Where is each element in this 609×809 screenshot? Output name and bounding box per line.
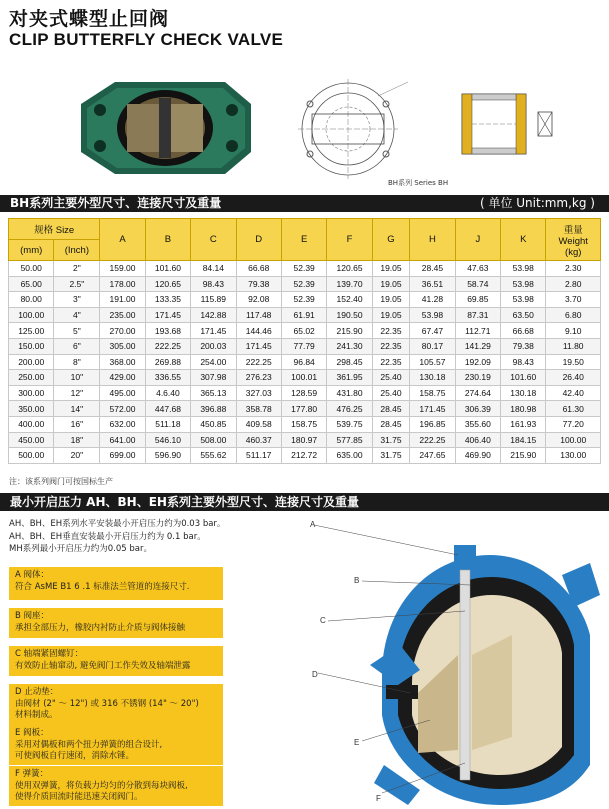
table-cell: 125.00 [9, 323, 54, 339]
table-cell: 115.89 [191, 292, 236, 308]
table-row [9, 401, 601, 417]
table-cell: 539.75 [327, 416, 372, 432]
table-cell: 9.10 [546, 323, 601, 339]
table-cell: 139.70 [327, 276, 372, 292]
table-cell: 79.38 [236, 276, 281, 292]
table-cell: 469.90 [455, 448, 500, 464]
table-cell: 12" [54, 385, 100, 401]
table-cell: 77.79 [281, 338, 326, 354]
table-cell: 31.75 [372, 432, 409, 448]
table-cell: 142.88 [191, 307, 236, 323]
table-cell: 222.25 [236, 354, 281, 370]
page-title-cn: 对夹式蝶型止回阀 [9, 8, 170, 30]
table-cell: 2.30 [546, 261, 601, 277]
table-cell: 450.00 [9, 432, 54, 448]
table-cell: 572.00 [100, 401, 145, 417]
table-cell: 67.47 [410, 323, 455, 339]
table-cell: 358.78 [236, 401, 281, 417]
part-box-f [9, 766, 223, 806]
table-cell: 19.05 [372, 307, 409, 323]
table-cell: 200.00 [9, 354, 54, 370]
callout-b: B [354, 576, 360, 585]
dimension-table [8, 218, 601, 464]
valve-photo [75, 74, 255, 182]
table-cell: 100.00 [546, 432, 601, 448]
inch-header: (Inch) [54, 240, 100, 261]
table-cell: 305.00 [100, 338, 145, 354]
part-title: E 阀板： [15, 728, 49, 738]
table-cell: 66.68 [236, 261, 281, 277]
table-cell: 42.40 [546, 385, 601, 401]
table-cell: 429.00 [100, 370, 145, 386]
callout-e: E [354, 738, 360, 747]
table-cell: 495.00 [100, 385, 145, 401]
table-row [9, 448, 601, 464]
cutaway-diagram [290, 515, 609, 809]
table-cell: 450.85 [191, 416, 236, 432]
table-cell: 84.14 [191, 261, 236, 277]
table-cell: 6.80 [546, 307, 601, 323]
table-cell: 19.50 [546, 354, 601, 370]
table-cell: 130.00 [546, 448, 601, 464]
table-cell: 5" [54, 323, 100, 339]
table-cell: 14" [54, 401, 100, 417]
table-cell: 50.00 [9, 261, 54, 277]
table-cell: 361.95 [327, 370, 372, 386]
weight-label-en: Weight [558, 235, 588, 247]
table-cell: 270.00 [100, 323, 145, 339]
table-cell: 177.80 [281, 401, 326, 417]
table-cell: 52.39 [281, 276, 326, 292]
table-cell: 350.00 [9, 401, 54, 417]
table-cell: 66.68 [501, 323, 546, 339]
table-cell: 130.18 [410, 370, 455, 386]
table-row [9, 370, 601, 386]
pressure-line: AH、BH、EH垂直安装最小开启压力约为 0.1 bar。 [9, 531, 206, 542]
table-cell: 80.00 [9, 292, 54, 308]
table-cell: 158.75 [281, 416, 326, 432]
table-cell: 2.80 [546, 276, 601, 292]
table-cell: 3.70 [546, 292, 601, 308]
table-cell: 10" [54, 370, 100, 386]
part-desc: 材料制成。 [15, 710, 58, 721]
section-title: BH系列主要外型尺寸、连接尺寸及重量 [10, 196, 222, 210]
table-cell: 53.98 [501, 261, 546, 277]
callout-f: F [376, 794, 381, 803]
table-cell: 141.29 [455, 338, 500, 354]
table-cell: 190.50 [327, 307, 372, 323]
col-header: D [236, 219, 281, 261]
col-header: E [281, 219, 326, 261]
table-cell: 53.98 [410, 307, 455, 323]
table-cell: 53.98 [501, 292, 546, 308]
table-cell: 196.85 [410, 416, 455, 432]
table-cell: 406.40 [455, 432, 500, 448]
table-cell: 215.90 [501, 448, 546, 464]
section-bar-pressure [0, 493, 609, 511]
table-row [9, 276, 601, 292]
table-cell: 222.25 [410, 432, 455, 448]
table-cell: 150.00 [9, 338, 54, 354]
table-cell: 80.17 [410, 338, 455, 354]
table-cell: 128.59 [281, 385, 326, 401]
part-box-e [9, 725, 223, 765]
table-cell: 409.58 [236, 416, 281, 432]
mm-header: (mm) [9, 240, 54, 261]
table-cell: 184.15 [501, 432, 546, 448]
table-cell: 180.97 [281, 432, 326, 448]
table-cell: 63.50 [501, 307, 546, 323]
table-cell: 180.98 [501, 401, 546, 417]
table-cell: 25.40 [372, 370, 409, 386]
table-cell: 98.43 [191, 276, 236, 292]
table-cell: 546.10 [145, 432, 190, 448]
table-cell: 555.62 [191, 448, 236, 464]
part-title: B 阀座： [15, 611, 50, 621]
table-cell: 16" [54, 416, 100, 432]
table-cell: 120.65 [327, 261, 372, 277]
section-bar-dimensions [0, 195, 609, 212]
table-cell: 476.25 [327, 401, 372, 417]
table-cell: 460.37 [236, 432, 281, 448]
table-cell: 4.6.40 [145, 385, 190, 401]
part-title: F 弹簧： [15, 769, 49, 779]
table-cell: 117.48 [236, 307, 281, 323]
col-header: K [501, 219, 546, 261]
table-row [9, 432, 601, 448]
table-row [9, 261, 601, 277]
table-row [9, 385, 601, 401]
table-cell: 511.17 [236, 448, 281, 464]
table-note: 注：该系列阀门可按国标生产 [9, 477, 113, 486]
table-cell: 250.00 [9, 370, 54, 386]
table-cell: 100.00 [9, 307, 54, 323]
table-cell: 96.84 [281, 354, 326, 370]
table-cell: 431.80 [327, 385, 372, 401]
table-cell: 212.72 [281, 448, 326, 464]
table-cell: 2.5" [54, 276, 100, 292]
table-cell: 36.51 [410, 276, 455, 292]
table-cell: 171.45 [145, 307, 190, 323]
table-cell: 200.03 [191, 338, 236, 354]
table-cell: 19.05 [372, 276, 409, 292]
table-cell: 2" [54, 261, 100, 277]
table-cell: 52.39 [281, 292, 326, 308]
table-cell: 53.98 [501, 276, 546, 292]
table-row [9, 416, 601, 432]
table-cell: 365.13 [191, 385, 236, 401]
table-cell: 100.01 [281, 370, 326, 386]
weight-unit: (kg) [565, 246, 582, 258]
table-cell: 193.68 [145, 323, 190, 339]
col-header: G [372, 219, 409, 261]
table-cell: 500.00 [9, 448, 54, 464]
table-row [9, 354, 601, 370]
part-desc: 可使阀板自行速闭，消除水锤。 [15, 751, 135, 762]
table-cell: 254.00 [191, 354, 236, 370]
part-desc: 符合 AsME B1 6 .1 标准法兰管道的连接尺寸. [15, 581, 190, 592]
col-header: J [455, 219, 500, 261]
table-cell: 400.00 [9, 416, 54, 432]
table-cell: 18" [54, 432, 100, 448]
table-row [9, 323, 601, 339]
table-cell: 19.05 [372, 292, 409, 308]
size-header: 规格 Size [9, 219, 100, 240]
table-cell: 41.28 [410, 292, 455, 308]
part-desc: 有效防止轴窜动, 避免阀门工作失效及轴端泄露 [15, 660, 191, 671]
table-cell: 92.08 [236, 292, 281, 308]
callout-d: D [312, 670, 318, 679]
table-cell: 336.55 [145, 370, 190, 386]
table-cell: 65.00 [9, 276, 54, 292]
part-desc: 使用双弹簧，将负载力均匀的分散到每块阀板, [15, 780, 188, 791]
table-cell: 47.63 [455, 261, 500, 277]
col-header: C [191, 219, 236, 261]
table-cell: 596.90 [145, 448, 190, 464]
table-cell: 241.30 [327, 338, 372, 354]
table-cell: 368.00 [100, 354, 145, 370]
table-cell: 98.43 [501, 354, 546, 370]
table-cell: 300.00 [9, 385, 54, 401]
table-cell: 230.19 [455, 370, 500, 386]
table-cell: 508.00 [191, 432, 236, 448]
weight-label: 重量 [563, 224, 583, 236]
table-cell: 144.46 [236, 323, 281, 339]
table-cell: 105.57 [410, 354, 455, 370]
table-cell: 298.45 [327, 354, 372, 370]
part-title: D 止动垫： [15, 687, 59, 697]
table-cell: 276.23 [236, 370, 281, 386]
table-cell: 327.03 [236, 385, 281, 401]
part-title: C 轴端紧固螺钉： [15, 649, 84, 659]
table-cell: 699.00 [100, 448, 145, 464]
section-title: 最小开启压力 AH、BH、EH系列主要外型尺寸、连接尺寸及重量 [10, 495, 359, 509]
table-cell: 133.35 [145, 292, 190, 308]
series-note: BH系列 Series BH [388, 179, 449, 187]
table-cell: 396.88 [191, 401, 236, 417]
part-desc: 承担全部压力，橡胶内衬防止介质与阀体接触 [15, 622, 186, 633]
table-cell: 26.40 [546, 370, 601, 386]
col-header: B [145, 219, 190, 261]
table-cell: 158.75 [410, 385, 455, 401]
table-cell: 171.45 [191, 323, 236, 339]
part-desc: 采用对偶板和两个扭力弹簧的组合设计, [15, 739, 163, 750]
table-cell: 635.00 [327, 448, 372, 464]
table-cell: 247.65 [410, 448, 455, 464]
table-cell: 6" [54, 338, 100, 354]
table-cell: 61.91 [281, 307, 326, 323]
table-cell: 447.68 [145, 401, 190, 417]
table-row [9, 292, 601, 308]
pressure-line: MH系列最小开启压力约为0.05 bar。 [9, 544, 152, 554]
table-cell: 152.40 [327, 292, 372, 308]
table-cell: 161.93 [501, 416, 546, 432]
table-cell: 79.38 [501, 338, 546, 354]
table-cell: 58.74 [455, 276, 500, 292]
table-cell: 61.30 [546, 401, 601, 417]
table-cell: 235.00 [100, 307, 145, 323]
callout-a: A [310, 520, 316, 529]
table-cell: 25.40 [372, 385, 409, 401]
page-title-en: CLIP BUTTERFLY CHECK VALVE [9, 30, 284, 49]
table-cell: 222.25 [145, 338, 190, 354]
table-cell: 28.45 [372, 401, 409, 417]
table-cell: 65.02 [281, 323, 326, 339]
table-cell: 11.80 [546, 338, 601, 354]
pressure-line: AH、BH、EH系列水平安装最小开启压力约为0.03 bar。 [9, 519, 226, 529]
table-cell: 22.35 [372, 323, 409, 339]
table-cell: 577.85 [327, 432, 372, 448]
table-cell: 641.00 [100, 432, 145, 448]
table-cell: 28.45 [410, 261, 455, 277]
part-desc: 由阀材 (2" ～ 12") 或 316 不锈钢 (14" ～ 20") [15, 698, 199, 709]
part-title: A 阀体： [15, 570, 50, 580]
part-box-b [9, 608, 223, 638]
table-row [9, 338, 601, 354]
col-header: A [100, 219, 145, 261]
col-header: F [327, 219, 372, 261]
table-cell: 191.00 [100, 292, 145, 308]
table-cell: 159.00 [100, 261, 145, 277]
table-cell: 28.45 [372, 416, 409, 432]
col-header: H [410, 219, 455, 261]
part-box-a [9, 567, 223, 600]
part-box-d [9, 684, 223, 726]
table-cell: 31.75 [372, 448, 409, 464]
table-cell: 3" [54, 292, 100, 308]
side-section-drawing [428, 82, 570, 167]
table-cell: 274.64 [455, 385, 500, 401]
table-cell: 306.39 [455, 401, 500, 417]
callout-c: C [320, 616, 326, 625]
table-cell: 307.98 [191, 370, 236, 386]
weight-header [546, 219, 601, 261]
table-cell: 355.60 [455, 416, 500, 432]
table-cell: 171.45 [236, 338, 281, 354]
table-cell: 22.35 [372, 338, 409, 354]
table-cell: 20" [54, 448, 100, 464]
pressure-notes [9, 518, 225, 556]
table-cell: 511.18 [145, 416, 190, 432]
table-cell: 130.18 [501, 385, 546, 401]
table-cell: 69.85 [455, 292, 500, 308]
table-cell: 192.09 [455, 354, 500, 370]
table-cell: 178.00 [100, 276, 145, 292]
table-cell: 632.00 [100, 416, 145, 432]
table-cell: 101.60 [501, 370, 546, 386]
table-cell: 269.88 [145, 354, 190, 370]
table-cell: 22.35 [372, 354, 409, 370]
table-cell: 101.60 [145, 261, 190, 277]
table-cell: 87.31 [455, 307, 500, 323]
unit-label: ( 单位 Unit:mm,kg ) [479, 196, 595, 210]
table-cell: 8" [54, 354, 100, 370]
table-cell: 215.90 [327, 323, 372, 339]
part-box-c [9, 646, 223, 676]
table-cell: 120.65 [145, 276, 190, 292]
part-desc: 使得介质回流时能迅速关闭阀门。 [15, 792, 143, 803]
table-cell: 112.71 [455, 323, 500, 339]
table-row [9, 307, 601, 323]
table-cell: 19.05 [372, 261, 409, 277]
table-cell: 171.45 [410, 401, 455, 417]
table-cell: 52.39 [281, 261, 326, 277]
table-cell: 77.20 [546, 416, 601, 432]
table-cell: 4" [54, 307, 100, 323]
